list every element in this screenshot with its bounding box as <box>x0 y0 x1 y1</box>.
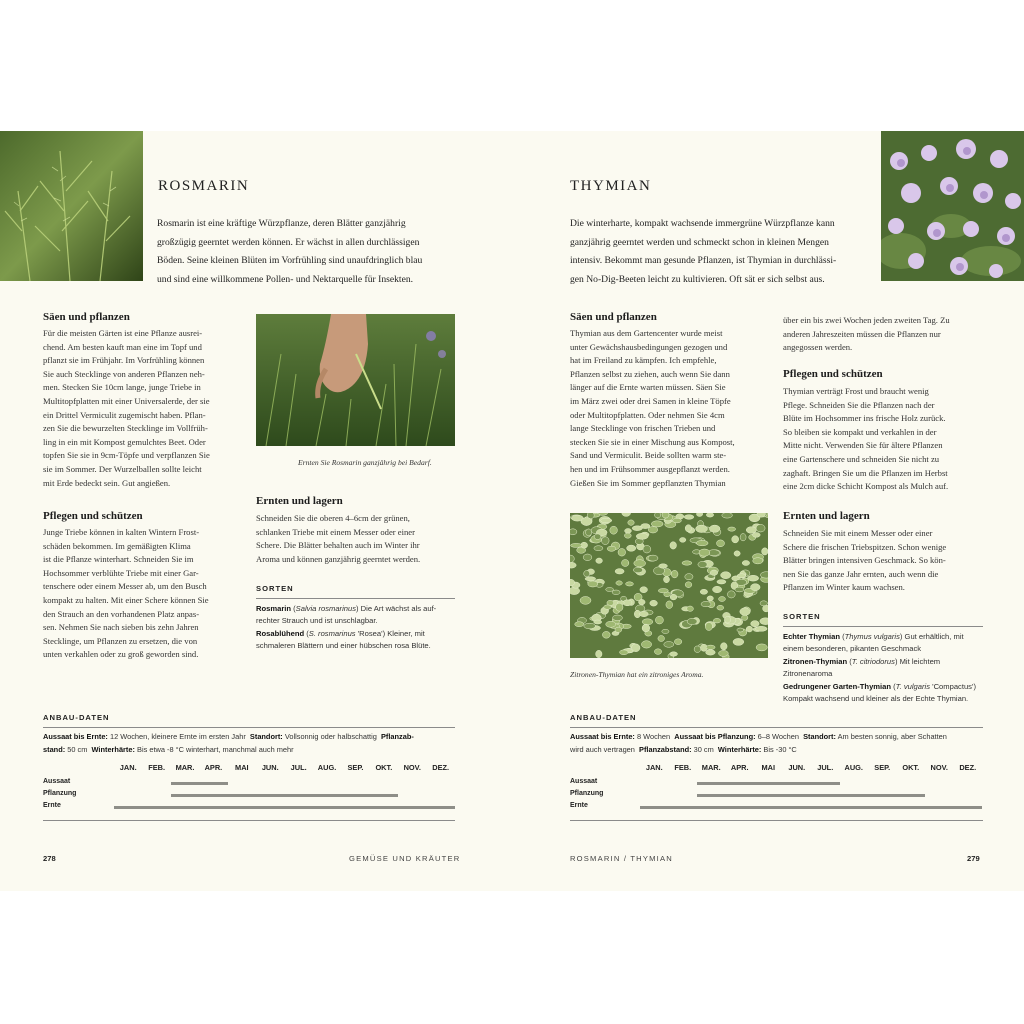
month-label: FEB. <box>674 763 692 772</box>
calendar-row-label: Ernte <box>570 802 588 809</box>
month-label: NOV. <box>403 763 421 772</box>
month-label: JUN. <box>261 763 279 772</box>
intro-text <box>157 215 457 289</box>
intro-line: ganzjährig geerntet werden und schmeckt schon in kleinen Mengen <box>570 236 829 248</box>
month-label: AUG. <box>317 763 337 772</box>
saeen-text: Für die meisten Gärten ist eine Pflanze ausrei- chend. Am besten kauft man eine im Topf und pflanzt sie im Frühjahr. Im Vorfrühling können Sie auch Stecklinge von anderen Pflanzen neh- men. Stecken Sie 10cm lange, junge Triebe in Multitopfplatten mit einer Universalerde, der sie ein Drittel Vermiculit zugemischt haben. Pflan- zen Sie die bewurzelten Stecklinge im Vollfrüh- ling in ein mit Kompost gemulchtes Beet. Oder topfen Sie sie in 9cm-Töpfe und verpflanzen Sie sie im Sommer. Der Wurzelballen sollte leicht mit Erde bedeckt sein. Gut angießen. <box>43 328 210 488</box>
sorten-heading: SORTEN <box>783 612 821 621</box>
rosemary-image-icon <box>0 131 143 281</box>
month-label: SEP. <box>874 763 891 772</box>
month-label: MAR. <box>175 763 195 772</box>
month-label: JUN. <box>788 763 806 772</box>
month-label: SEP. <box>347 763 364 772</box>
anbau-heading: ANBAU-DATEN <box>570 713 637 722</box>
calendar-period-bar <box>697 794 925 797</box>
month-label: NOV. <box>930 763 948 772</box>
heading-pflegen: Pflegen und schützen <box>783 368 883 380</box>
pflegen-text: Thymian verträgt Frost und braucht wenig Pflege. Schneiden Sie die Pflanzen nach der Blüte im Hochsommer ins frische Holz zurück. So bleiben sie kompakt und verkahlen in der Mitte nicht. Verwenden Sie für ältere Pflanzen eine Gartenschere und schneiden Sie nicht zu zaghaft. Bringen Sie um die Pflanzen im Herbst eine 2cm dicke Schicht Kompost als Mulch auf. <box>783 386 949 492</box>
divider <box>43 820 455 821</box>
month-label: OKT. <box>375 763 393 772</box>
month-label: FEB. <box>148 763 166 772</box>
month-header <box>640 763 982 772</box>
month-label: JAN. <box>119 763 137 772</box>
intro-line: intensiv. Bekommt man gesunde Pflanzen, ist Thymian in durchlässi- <box>570 255 837 266</box>
lemon-thyme-photo <box>570 513 768 658</box>
anbau-data: Aussaat bis Ernte: 8 Wochen Aussaat bis Pflanzung: 6–8 Wochen Standort: Am besten sonnig, aber Schatten wird auch vertragen Pflanzabstand: 30 cm Winterhärte: Bis -30 °C <box>570 732 947 754</box>
running-head: GEMÜSE UND KRÄUTER <box>349 854 461 863</box>
calendar-row-label: Pflanzung <box>43 790 77 797</box>
calendar-period-bar <box>640 806 982 809</box>
heading-ernten: Ernten und lagern <box>783 510 870 522</box>
divider <box>43 727 455 728</box>
ernten-text: Schneiden Sie die oberen 4–6cm der grünen, schlanken Triebe mit einem Messer oder einer Schere. Die Blätter behalten auch im Winter ihr Aroma und können ganzjährig geerntet werden. <box>256 513 421 564</box>
divider <box>783 626 983 627</box>
month-label: JUL. <box>817 763 834 772</box>
saeen-text: Thymian aus dem Gartencenter wurde meist unter Gewächshausbedingungen gezogen und hat im Freiland zu kämpfen. Ich empfehle, Pflanzen selbst zu ziehen, auch wenn Sie dann länger auf die Ernte warten müssen. Säen Sie im März zwei oder drei Samen in kleine Töpfe oder Multitopfplatten. Oder nehmen Sie 4cm lange Stecklinge von frischen Trieben und stecken Sie sie in einer Mischung aus Kompost, Sand und Vermiculit. Beide sollten warm ste- hen und im Frühsommer ausgepflanzt werden. Gießen Sie im Sommer gepflanzten Thymian <box>570 328 735 488</box>
sorten-list: Rosmarin (Salvia rosmarinus) Die Art wächst als auf- rechter Strauch und ist unschlagbar. Rosablühend (S. rosmarinus 'Rosea') Kleiner, mit schmaleren Blättern und einer hübschen rosa Blüte. <box>256 604 437 650</box>
month-label: MAI <box>235 763 249 772</box>
intro-line: und sind eine willkommene Pollen- und Nektarquelle für Insekten. <box>157 273 414 285</box>
page-title-rosmarin: ROSMARIN <box>158 178 250 194</box>
hand-rosemary-image-icon <box>256 314 455 446</box>
month-label: MAR. <box>701 763 721 772</box>
running-head: ROSMARIN / THYMIAN <box>570 854 673 863</box>
month-label: DEZ. <box>432 763 450 772</box>
divider <box>570 727 983 728</box>
harvest-photo <box>256 314 455 446</box>
photo-caption: Ernten Sie Rosmarin ganzjährig bei Bedarf. <box>298 458 432 467</box>
thyme-flower-photo <box>881 131 1024 281</box>
book-spread <box>0 131 1024 891</box>
left-page <box>0 131 512 891</box>
month-label: APR. <box>204 763 223 772</box>
heading-pflegen: Pflegen und schützen <box>43 510 143 522</box>
month-label: OKT. <box>902 763 920 772</box>
month-label: AUG. <box>844 763 863 772</box>
ernten-text: Schneiden Sie mit einem Messer oder einer Schere die frischen Triebspitzen. Schon wenige Blätter bringen intensiven Geschmack. So kön- nen Sie das ganze Jahr ernten, auch wenn die Pflanzen im Winter kaum wachsen. <box>783 528 947 593</box>
pflegen-text: Junge Triebe können in kalten Wintern Frost- schäden bekommen. Im gemäßigten Klima ist die Pflanze winterhart. Schneiden Sie im Hochsommer verblühte Triebe mit einer Gar- tenschere oder einem Messer ab, um den Busch kompakt zu halten. Mit einer Schere können Sie den Strauch an den vorhandenen Platz anpas- sen. Nehmen Sie nach sieben bis zehn Jahren Stecklinge, um Pflanzen zu ersetzen, die von unten verkahlen oder zu groß geworden sind. <box>43 527 209 660</box>
lemon-thyme-image-icon <box>570 513 768 658</box>
page-title-thymian: THYMIAN <box>570 178 652 194</box>
right-page <box>512 131 1024 891</box>
intro-text <box>570 215 875 289</box>
sorten-list: Echter Thymian (Thymus vulgaris) Gut erhältlich, mit einem besonderen, pikanten Geschmack Zitronen-Thymian (T. citriodorus) Mit leichtem Zitronenaroma Gedrungener Garten-Thymian (T. vulgaris 'Compactus') Kompakt wachsend und kleiner als der Echte Thymian. <box>783 632 976 703</box>
calendar-row-label: Pflanzung <box>570 790 604 797</box>
anbau-heading: ANBAU-DATEN <box>43 713 110 722</box>
continued-text: über ein bis zwei Wochen jeden zweiten Tag. Zu anderen Jahreszeiten müssen die Pflanzen nur angegossen werden. <box>783 315 950 353</box>
page-number: 278 <box>43 854 56 863</box>
thyme-flower-image-icon <box>881 131 1024 281</box>
intro-line: Böden. Seine kleinen Blüten im Vorfrühling sind unaufdringlich blau <box>157 255 423 266</box>
calendar-period-bar <box>171 794 398 797</box>
divider <box>256 598 455 599</box>
month-header <box>114 763 455 772</box>
month-label: APR. <box>730 763 749 772</box>
calendar-row-label: Aussaat <box>43 778 71 785</box>
month-label: JUL. <box>290 763 307 772</box>
calendar-row-label: Aussaat <box>570 778 598 785</box>
divider <box>570 820 983 821</box>
month-label: JAN. <box>645 763 663 772</box>
month-label: DEZ. <box>959 763 977 772</box>
intro-line: großzügig geerntet werden können. Er wächst in allen durchlässigen <box>157 236 420 248</box>
rosemary-photo <box>0 131 143 281</box>
photo-caption: Zitronen-Thymian hat ein zitroniges Aroma. <box>570 670 704 679</box>
anbau-data: Aussaat bis Ernte: 12 Wochen, kleinere Ernte im ersten Jahr Standort: Vollsonnig oder halbschattig Pflanzab- stand: 50 cm Winterhärte: Bis etwa -8 °C winterhart, manchmal auch mehr <box>43 732 414 754</box>
sorten-heading: SORTEN <box>256 584 294 593</box>
calendar-period-bar <box>697 782 840 785</box>
calendar-period-bar <box>114 806 455 809</box>
intro-line: Die winterharte, kompakt wachsende immergrüne Würzpflanze kann <box>570 218 835 229</box>
heading-saeen: Säen und pflanzen <box>43 311 130 323</box>
calendar-period-bar <box>171 782 228 785</box>
page-number: 279 <box>967 854 980 863</box>
heading-saeen: Säen und pflanzen <box>570 311 657 323</box>
month-label: MAI <box>761 763 776 772</box>
intro-line: Rosmarin ist eine kräftige Würzpflanze, deren Blätter ganzjährig <box>157 218 406 229</box>
intro-line: gen No-Dig-Beeten leicht zu kultivieren. Oft sät er sich selbst aus. <box>570 273 825 285</box>
heading-ernten: Ernten und lagern <box>256 495 343 507</box>
calendar-row-label: Ernte <box>43 802 61 809</box>
